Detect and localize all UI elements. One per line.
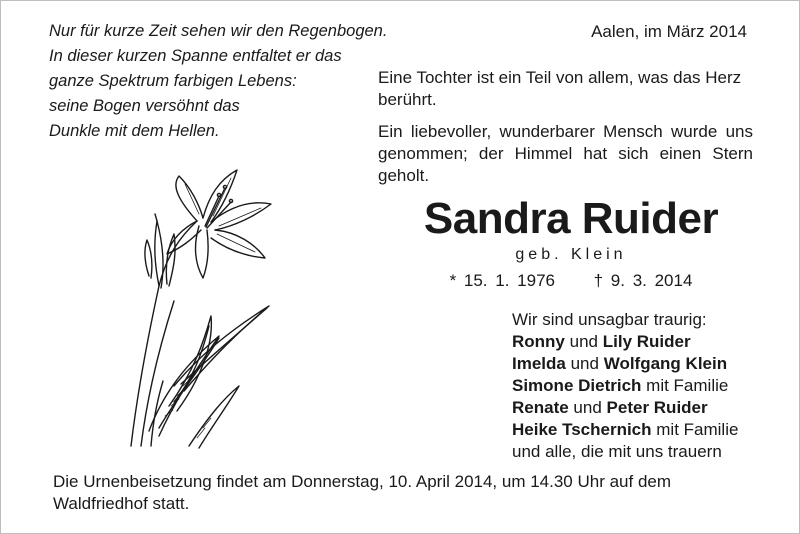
mourner-name: Imelda (512, 354, 566, 373)
poem-line: ganze Spektrum farbigen Lebens: (49, 72, 297, 90)
death-date: † 9. 3. 2014 (593, 271, 693, 290)
mourners-intro: Wir sind unsagbar traurig: (512, 310, 707, 329)
mourner-name: Ronny (512, 332, 565, 351)
mourner-line (512, 353, 782, 375)
mourners-list (512, 309, 782, 463)
mourner-line (512, 331, 782, 353)
poem-line: Dunkle mit dem Hellen. (49, 122, 220, 140)
connector: mit Familie (646, 376, 729, 395)
poem (49, 19, 409, 144)
mourners-closing: und alle, die mit uns trauern (512, 442, 722, 461)
maiden-name: geb. Klein (515, 246, 627, 263)
mourner-line (512, 397, 782, 419)
lily-illustration (119, 166, 289, 451)
connector: mit Familie (656, 420, 739, 439)
mourner-line (512, 419, 782, 441)
life-dates (381, 271, 761, 291)
connector: und (573, 398, 602, 417)
funeral-notice: Die Urnenbeisetzung findet am Donnerstag, 10. April 2014, um 14.30 Uhr auf dem Waldfriedhof statt. (53, 472, 672, 513)
mourner-name: Peter Ruider (606, 398, 708, 417)
connector: und (570, 354, 599, 373)
mourner-name: Lily Ruider (602, 332, 691, 351)
poem-line: In dieser kurzen Spanne entfaltet er das (49, 47, 342, 65)
mourner-name: Wolfgang Klein (603, 354, 728, 373)
place-date: Aalen, im März 2014 (591, 22, 747, 41)
star-quote: Ein liebevoller, wunderbarer Mensch wurde uns genommen; der Himmel hat sich einen Stern geholt. (378, 122, 753, 185)
mourner-name: Renate (512, 398, 569, 417)
poem-line: Nur für kurze Zeit sehen wir den Regenbogen. (49, 22, 388, 40)
mourner-name: Heike Tschernich (512, 420, 652, 439)
daughter-quote: Eine Tochter ist ein Teil von allem, was das Herz berührt. (378, 68, 742, 109)
poem-line: seine Bogen versöhnt das (49, 97, 240, 115)
deceased-name: Sandra Ruider (423, 194, 719, 243)
mourner-line (512, 375, 782, 397)
mourner-name: Simone Dietrich (512, 376, 642, 395)
birth-date: * 15. 1. 1976 (449, 271, 555, 290)
connector: und (569, 332, 598, 351)
